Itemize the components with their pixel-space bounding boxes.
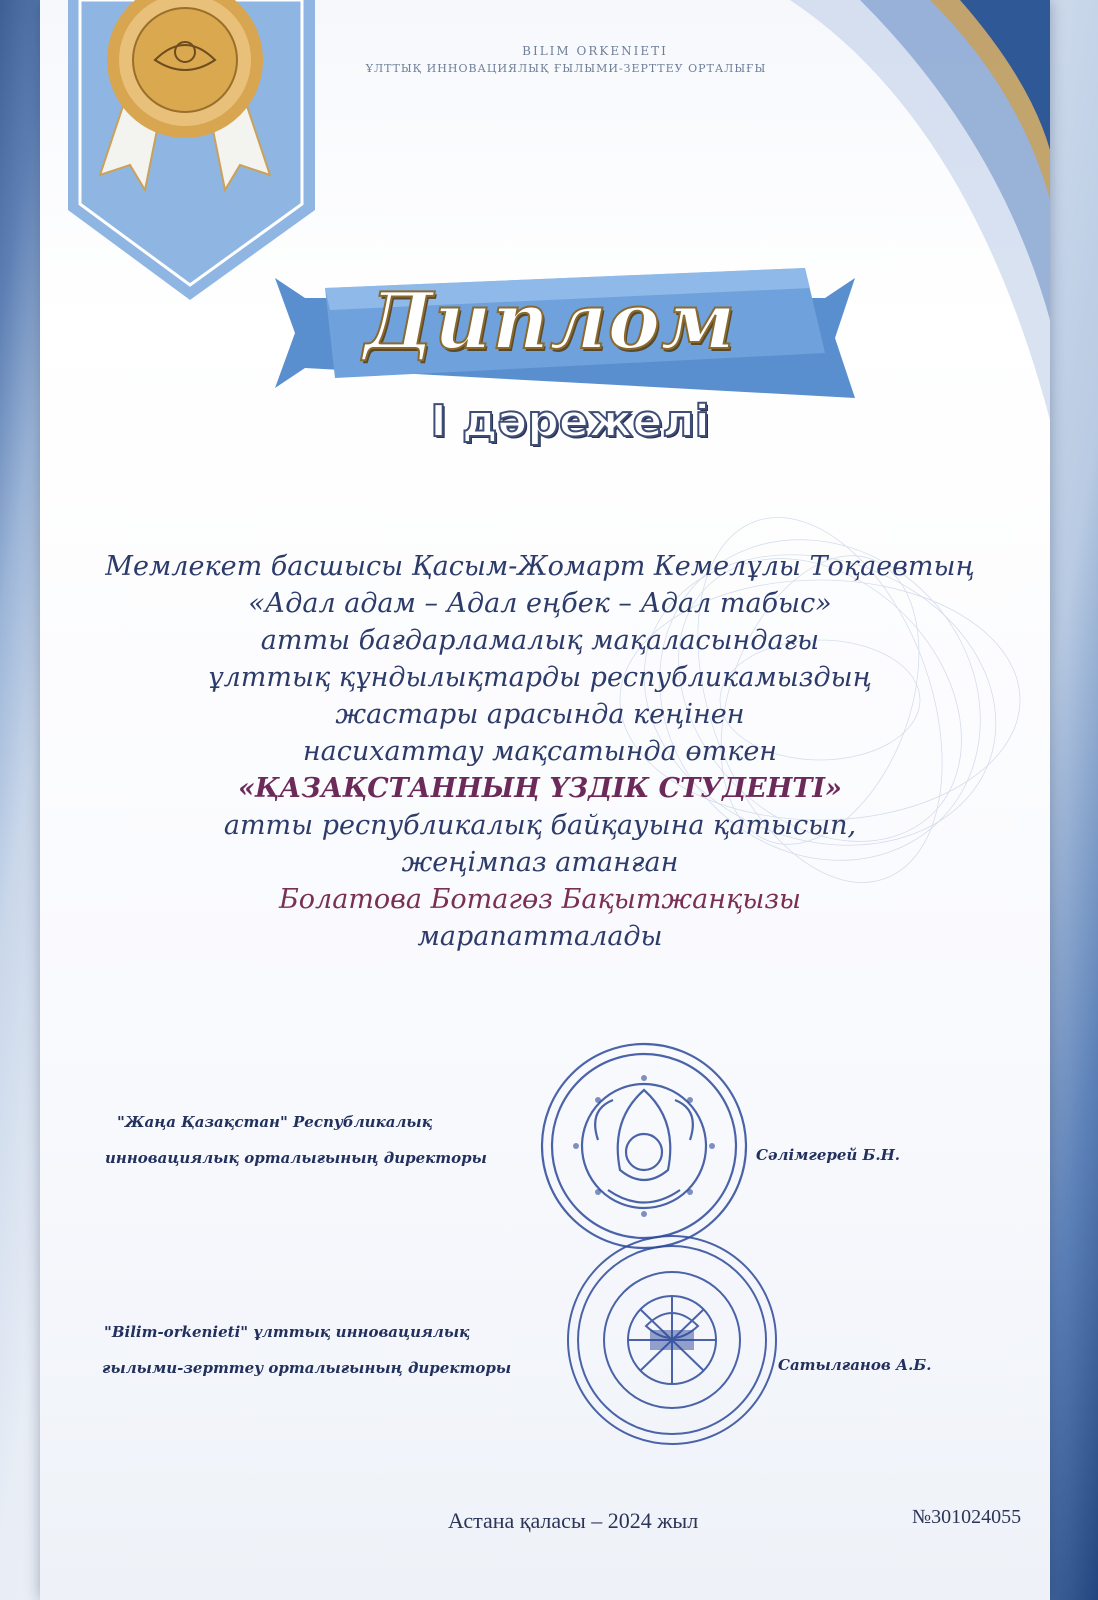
diploma-title: Диплом xyxy=(363,276,737,367)
signatory-name-1: Сәлімгерей Б.Н. xyxy=(756,1146,900,1164)
signatory-title-line: инновациялық орталығының директоры xyxy=(105,1149,487,1167)
signature-block-2 xyxy=(104,1318,564,1382)
contest-name: «ҚАЗАҚСТАННЫҢ ҮЗДІК СТУДЕНТІ» xyxy=(238,773,842,804)
award-text-line: марапатталады xyxy=(417,921,663,952)
medal-pennant xyxy=(30,0,320,300)
official-seal-1 xyxy=(538,1040,750,1252)
org-header-line-1: BILIM ORKENIETI xyxy=(522,44,668,58)
signatory-name-2: Сатылғанов А.Б. xyxy=(778,1356,932,1374)
signature-block-1 xyxy=(105,1108,547,1172)
recipient-name: Болатова Ботагөз Бақытжанқызы xyxy=(278,884,802,915)
award-text-line: жеңімпаз атанған xyxy=(401,847,679,878)
award-text-line: Мемлекет басшысы Қасым-Жомарт Кемелұлы Тоқаевтың xyxy=(105,551,975,582)
issue-place-year: Астана қаласы – 2024 жыл xyxy=(448,1508,699,1533)
diploma-degree: І дәрежелі xyxy=(430,396,710,447)
award-text xyxy=(40,548,1040,955)
award-text-line: атты бағдарламалық мақаласындағы xyxy=(260,625,820,656)
official-seal-2 xyxy=(566,1230,778,1450)
award-text-line: «Адал адам – Адал еңбек – Адал табыс» xyxy=(248,588,832,619)
award-text-line: насихаттау мақсатында өткен xyxy=(302,736,778,767)
award-text-line: жастары арасында кеңінен xyxy=(335,699,745,730)
org-header-line-2: ҰЛТТЫҚ ИННОВАЦИЯЛЫҚ ҒЫЛЫМИ-ЗЕРТТЕУ ОРТАЛЫҒЫ xyxy=(365,62,767,75)
diploma-number: №301024055 xyxy=(912,1506,1022,1528)
signatory-title-line: "Жаңа Қазақстан" Республикалық xyxy=(117,1113,433,1131)
signatory-title-line: "Bilim-orkenieti" ұлттық инновациялық xyxy=(104,1323,470,1341)
award-text-line: ұлттық құндылықтарды республикамыздың xyxy=(208,662,872,693)
award-text-line: атты республикалық байқауына қатысып, xyxy=(223,810,857,841)
signatory-title-line: ғылыми-зерттеу орталығының директоры xyxy=(102,1359,512,1377)
